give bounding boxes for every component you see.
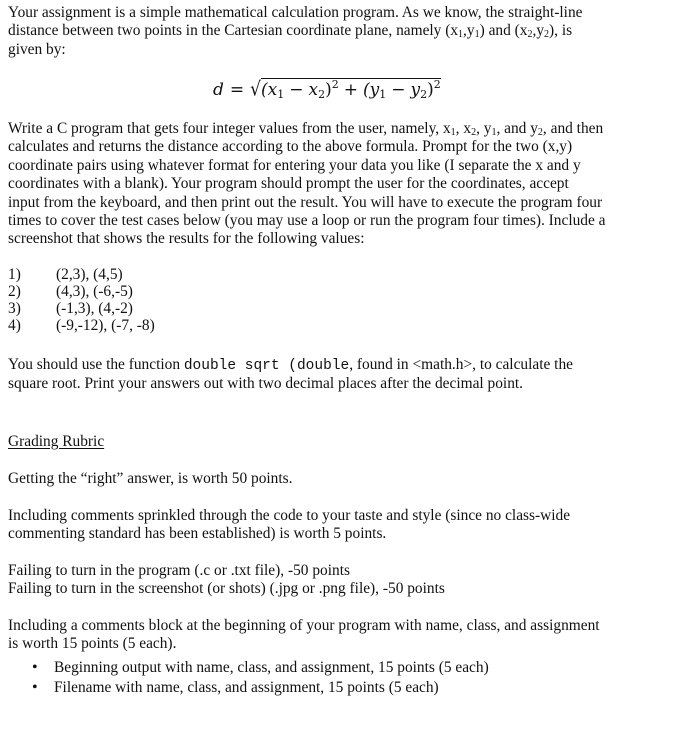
- rubric-comments-line-1: Including comments sprinkled through the code to your taste and style (since no class-wide: [8, 507, 571, 524]
- sqrt-note-line-2: square root. Print your answers out with two decimal places after the decimal point.: [8, 375, 524, 393]
- text: , and y: [496, 120, 538, 137]
- square-root-icon: √: [250, 78, 261, 102]
- rubric-bullet-item: [8, 658, 489, 678]
- equals-sign: =: [229, 80, 245, 100]
- intro-line-2: [8, 22, 683, 40]
- test-case-value: (-1,3), (4,-2): [56, 300, 133, 317]
- minus-sign: −: [391, 80, 406, 100]
- minus-sign: −: [289, 80, 304, 100]
- subscript: 2: [527, 29, 533, 41]
- rubric-right-answer-text: Getting the “right” answer, is worth 50 points.: [8, 470, 293, 487]
- test-case-value: (2,3), (4,5): [56, 266, 123, 283]
- text: , y: [476, 120, 492, 137]
- rubric-heading: Grading Rubric: [8, 433, 105, 450]
- text: Write a C program that gets four integer values from the user, namely, x: [8, 120, 451, 137]
- rubric-comments: [8, 507, 683, 544]
- subscript: 2: [544, 29, 550, 41]
- instructions-line-1: [8, 120, 683, 138]
- bullet-text: Beginning output with name, class, and assignment, 15 points (5 each): [54, 659, 489, 676]
- test-case-value: (4,3), (-6,-5): [56, 283, 133, 300]
- test-case-number: 4): [8, 317, 21, 334]
- subscript: 1: [458, 29, 464, 41]
- sqrt-note-line-1: [8, 356, 683, 375]
- radicand: [261, 78, 441, 100]
- rubric-fail-program: Failing to turn in the program (.c or .txt file), -50 points: [8, 562, 350, 579]
- text: x: [308, 80, 319, 100]
- text: , x: [455, 120, 472, 137]
- rubric-block-line-1: Including a comments block at the beginning of your program with name, class, and assignment: [8, 617, 600, 634]
- test-case-item: [8, 300, 155, 317]
- text: (x: [260, 80, 278, 100]
- text: y: [410, 80, 421, 100]
- superscript: 2: [433, 78, 441, 91]
- instructions-line-3: coordinate pairs using whatever format for entering your data you like (I separate the x and y: [8, 156, 581, 174]
- text: , found in <math.h>, to calculate the: [349, 356, 573, 373]
- text: ,y: [532, 22, 545, 40]
- subscript: 2: [471, 127, 477, 138]
- subscript: 1: [450, 127, 456, 138]
- text: distance between two points in the Cartesian coordinate plane, namely (x: [8, 22, 459, 40]
- subscript: 1: [474, 29, 480, 41]
- test-case-value: (-9,-12), (-7, -8): [56, 317, 155, 334]
- instructions-line-6: times to cover the test cases below (you may use a loop or run the program four times). Include a: [8, 212, 606, 230]
- test-case-number: 2): [8, 283, 21, 300]
- subscript: 2: [537, 127, 543, 138]
- distance-formula: [213, 78, 441, 101]
- sqrt-note-paragraph: [8, 356, 683, 394]
- rubric-bullet-item: [8, 678, 489, 698]
- intro-paragraph: [8, 4, 683, 59]
- bullet-text: Filename with name, class, and assignment, 15 points (5 each): [54, 679, 439, 696]
- instructions-line-5: input from the keyboard, and then print out the result. You will have to execute the program four: [8, 193, 603, 211]
- text: , and then: [542, 120, 604, 137]
- formula-lhs: d: [213, 80, 224, 100]
- test-case-number: 1): [8, 266, 21, 283]
- intro-line-3: given by:: [8, 40, 66, 58]
- bullet-icon: •: [32, 679, 38, 696]
- code-snippet: double sqrt (double: [183, 358, 350, 374]
- superscript: 2: [331, 78, 339, 91]
- rubric-block-line-2: is worth 15 points (5 each).: [8, 635, 177, 653]
- intro-line-1: Your assignment is a simple mathematical calculation program. As we know, the straight-line: [8, 4, 583, 21]
- test-case-item: [8, 266, 155, 283]
- text: ) and (x: [479, 22, 528, 40]
- text: (y: [362, 80, 380, 100]
- subscript: 2: [420, 88, 428, 101]
- test-case-item: [8, 283, 155, 300]
- text: You should use the function: [8, 356, 184, 373]
- rubric-failures: [8, 562, 683, 599]
- subscript: 2: [318, 88, 326, 101]
- bullet-icon: •: [32, 659, 38, 676]
- test-case-item: [8, 317, 155, 334]
- text: ), is: [549, 22, 573, 40]
- subscript: 1: [379, 88, 387, 101]
- text: ): [427, 80, 434, 100]
- subscript: 1: [277, 88, 285, 101]
- subscript: 1: [491, 127, 497, 138]
- instructions-line-2: calculates and returns the distance according to the above formula. Prompt for the two (x,y): [8, 138, 573, 156]
- instructions-line-7: screenshot that shows the results for the following values:: [8, 230, 365, 248]
- rubric-right-answer: [8, 470, 683, 488]
- text: ): [325, 80, 332, 100]
- rubric-bullet-list: [8, 658, 489, 698]
- rubric-comments-line-2: commenting standard has been established) is worth 5 points.: [8, 525, 387, 543]
- text: ,y: [463, 22, 475, 40]
- rubric-fail-screenshot: Failing to turn in the screenshot (or shots) (.jpg or .png file), -50 points: [8, 580, 445, 598]
- instructions-line-4: coordinates with a blank). Your program should prompt the user for the coordinates, accept: [8, 175, 569, 193]
- instructions-paragraph: [8, 120, 683, 249]
- plus-sign: +: [343, 80, 358, 100]
- test-case-number: 3): [8, 300, 21, 317]
- rubric-comment-block: [8, 617, 683, 654]
- test-case-list: [8, 266, 155, 334]
